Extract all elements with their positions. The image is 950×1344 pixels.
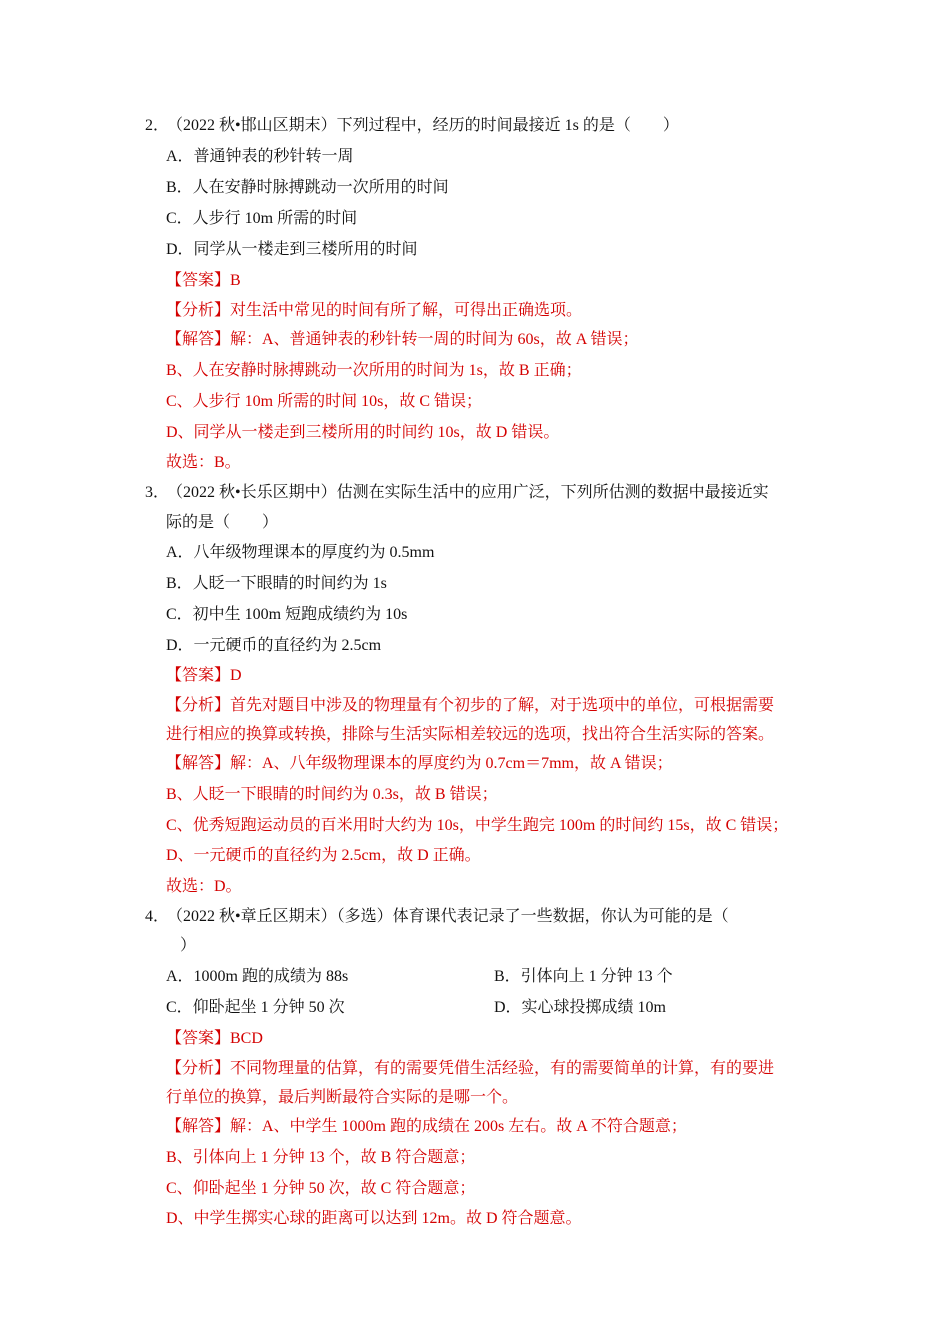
q4-solution-line: B、引体向上 1 分钟 13 个，故 B 符合题意； <box>166 1149 476 1166</box>
q4-solution-line: C、仰卧起坐 1 分钟 50 次，故 C 符合题意； <box>166 1180 476 1197</box>
q2-option-a: A．普通钟表的秒针转一周 <box>166 148 354 165</box>
q3-solution-line: C、优秀短跑运动员的百米用时大约为 10s，中学生跑完 100m 的时间约 15s，故 C 错误； <box>166 817 789 834</box>
q3-analysis-line: 【分析】首先对题目中涉及的物理量有个初步的了解，对于选项中的单位，可根据需要 <box>166 697 775 714</box>
q3-option-c: C．初中生 100m 短跑成绩约为 10s <box>166 606 408 623</box>
q4-analysis-line: 行单位的换算，最后判断最符合实际的是哪一个。 <box>166 1089 519 1106</box>
q3-solution-line: 【解答】解：A、八年级物理课本的厚度约为 0.7cm＝7mm，故 A 错误； <box>166 755 673 772</box>
q3-solution-line: B、人眨一下眼睛的时间约为 0.3s，故 B 错误； <box>166 786 498 803</box>
q2-option-d: D．同学从一楼走到三楼所用的时间 <box>166 241 418 258</box>
q2-final-choice: 故选：B。 <box>166 454 241 471</box>
q3-answer: 【答案】D <box>166 667 242 684</box>
q4-option-b: B．引体向上 1 分钟 13 个 <box>494 968 673 985</box>
question-4-stem-cont: ） <box>180 937 197 954</box>
q2-solution-line: 【解答】解：A、普通钟表的秒针转一周的时间为 60s，故 A 错误； <box>166 331 639 348</box>
q2-option-c: C．人步行 10m 所需的时间 <box>166 210 358 227</box>
q2-option-b: B．人在安静时脉搏跳动一次所用的时间 <box>166 179 449 196</box>
question-number: 3． <box>145 484 170 501</box>
question-3-stem-cont: 际的是（ ） <box>166 514 279 531</box>
q2-solution-line: B、人在安静时脉搏跳动一次所用的时间为 1s，故 B 正确； <box>166 362 582 379</box>
question-text: （2022 秋•长乐区期中）估测在实际生活中的应用广泛，下列所估测的数据中最接近实 <box>167 484 769 501</box>
question-text: （2022 秋•章丘区期末）（多选）体育课代表记录了一些数据，你认为可能的是（ <box>167 908 729 925</box>
q2-solution-line: D、同学从一楼走到三楼所用的时间约 10s，故 D 错误。 <box>166 424 560 441</box>
question-text: （2022 秋•邯山区期末）下列过程中，经历的时间最接近 1s 的是（ ） <box>167 117 679 134</box>
q3-option-d: D．一元硬币的直径约为 2.5cm <box>166 637 382 654</box>
q3-solution-line: D、一元硬币的直径约为 2.5cm，故 D 正确。 <box>166 847 481 864</box>
q4-answer: 【答案】BCD <box>166 1030 263 1047</box>
question-number: 2． <box>145 117 170 134</box>
q2-analysis: 【分析】对生活中常见的时间有所了解，可得出正确选项。 <box>166 302 583 319</box>
q2-solution-line: C、人步行 10m 所需的时间 10s，故 C 错误； <box>166 393 483 410</box>
question-2-stem <box>145 115 679 137</box>
q3-option-b: B．人眨一下眼睛的时间约为 1s <box>166 575 387 592</box>
q3-analysis-line: 进行相应的换算或转换，排除与生活实际相差较远的选项，找出符合生活实际的答案。 <box>166 726 775 743</box>
q4-solution-line: D、中学生掷实心球的距离可以达到 12m。故 D 符合题意。 <box>166 1210 582 1227</box>
question-number: 4． <box>145 908 170 925</box>
question-4-stem <box>145 906 729 928</box>
q4-solution-line: 【解答】解：A、中学生 1000m 跑的成绩在 200s 左右。故 A 不符合题意； <box>166 1118 687 1135</box>
q2-answer: 【答案】B <box>166 272 241 289</box>
q4-option-d: D．实心球投掷成绩 10m <box>494 999 667 1016</box>
question-3-stem <box>145 482 769 504</box>
q4-analysis-line: 【分析】不同物理量的估算，有的需要凭借生活经验，有的需要简单的计算，有的要进 <box>166 1060 775 1077</box>
q3-option-a: A．八年级物理课本的厚度约为 0.5mm <box>166 544 435 561</box>
q4-option-c: C．仰卧起坐 1 分钟 50 次 <box>166 999 345 1016</box>
q3-final-choice: 故选：D。 <box>166 878 242 895</box>
q4-option-a: A．1000m 跑的成绩为 88s <box>166 968 349 985</box>
